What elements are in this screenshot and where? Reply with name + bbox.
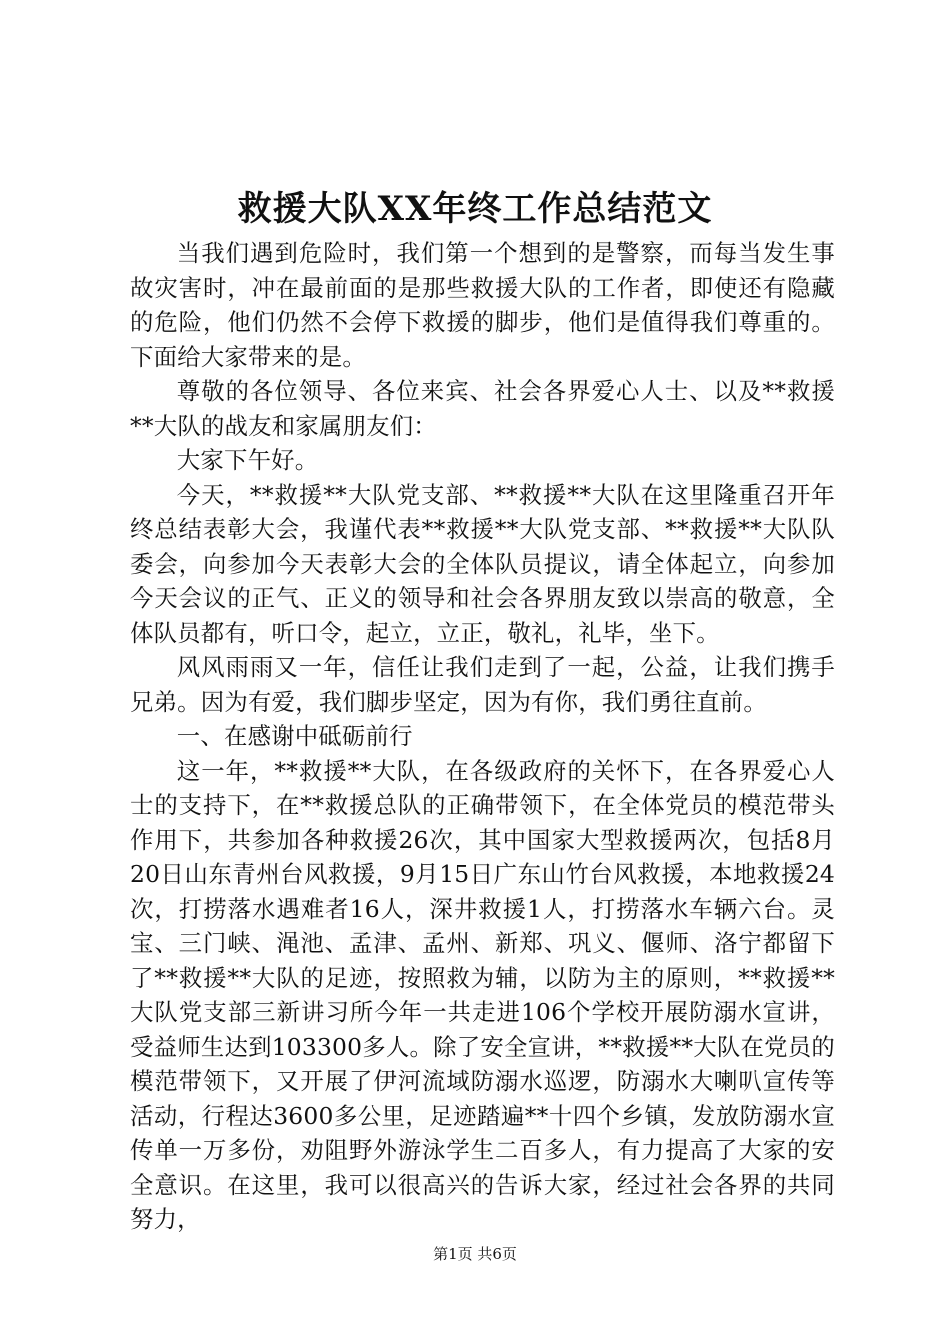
paragraph-salutation: 尊敬的各位领导、各位来宾、社会各界爱心人士、以及**救援**大队的战友和家属朋友们： (130, 377, 835, 440)
document-title: 救援大队XX年终工作总结范文 (237, 189, 713, 229)
paragraph-intro: 当我们遇到危险时，我们第一个想到的是警察，而每当发生事故灾害时，冲在最前面的是那些救援大队的工作者，即使还有隐藏的危险，他们仍然不会停下救援的脚步，他们是值得我们尊重的。下面给大家带来的是。 (130, 239, 835, 371)
document-body (130, 236, 835, 1237)
paragraph-year-review: 风风雨雨又一年，信任让我们走到了一起，公益，让我们携手兄弟。因为有爱，我们脚步坚定，因为有你，我们勇往直前。 (130, 653, 835, 716)
paragraph-greeting: 大家下午好。 (176, 446, 319, 474)
paragraph-achievements: 这一年，**救援**大队，在各级政府的关怀下，在各界爱心人士的支持下，在**救援总队的正确带领下，在全体党员的模范带头作用下，共参加各种救援26次，其中国家大型救援两次，包括8月20日山东青州台风救援，9月15日广东山竹台风救援，本地救援24次，打捞落水遇难者16人，深井救援1人，打捞落水车辆六台。灵宝、三门峡、渑池、孟津、孟州、新郑、巩义、偃师、洛宁都留下了**救援**大队的足迹，按照救为辅，以防为主的原则，**救援**大队党支部三新讲习所今年一共走进106个学校开展防溺水宣讲，受益师生达到103300多人。除了安全宣讲，**救援**大队在党员的模范带领下，又开展了伊河流域防溺水巡逻，防溺水大喇叭宣传等活动，行程达3600多公里，足迹踏遍**十四个乡镇，发放防溺水宣传单一万多份，劝阻野外游泳学生二百多人，有力提高了大家的安全意识。在这里，我可以很高兴的告诉大家，经过社会各界的共同努力， (130, 756, 835, 1233)
page-footer: 第1页 共6页 (433, 1245, 517, 1263)
paragraph-opening: 今天，**救援**大队党支部、**救援**大队在这里隆重召开年终总结表彰大会，我谨代表**救援**大队党支部、**救援**大队队委会，向参加今天表彰大会的全体队员提议，请全体起立，向参加今天会议的正气、正义的领导和社会各界朋友致以崇高的敬意，全体队员都有，听口令，起立，立正，敬礼，礼毕，坐下。 (130, 480, 835, 647)
section-heading-1: 一、在感谢中砥砺前行 (176, 722, 413, 750)
